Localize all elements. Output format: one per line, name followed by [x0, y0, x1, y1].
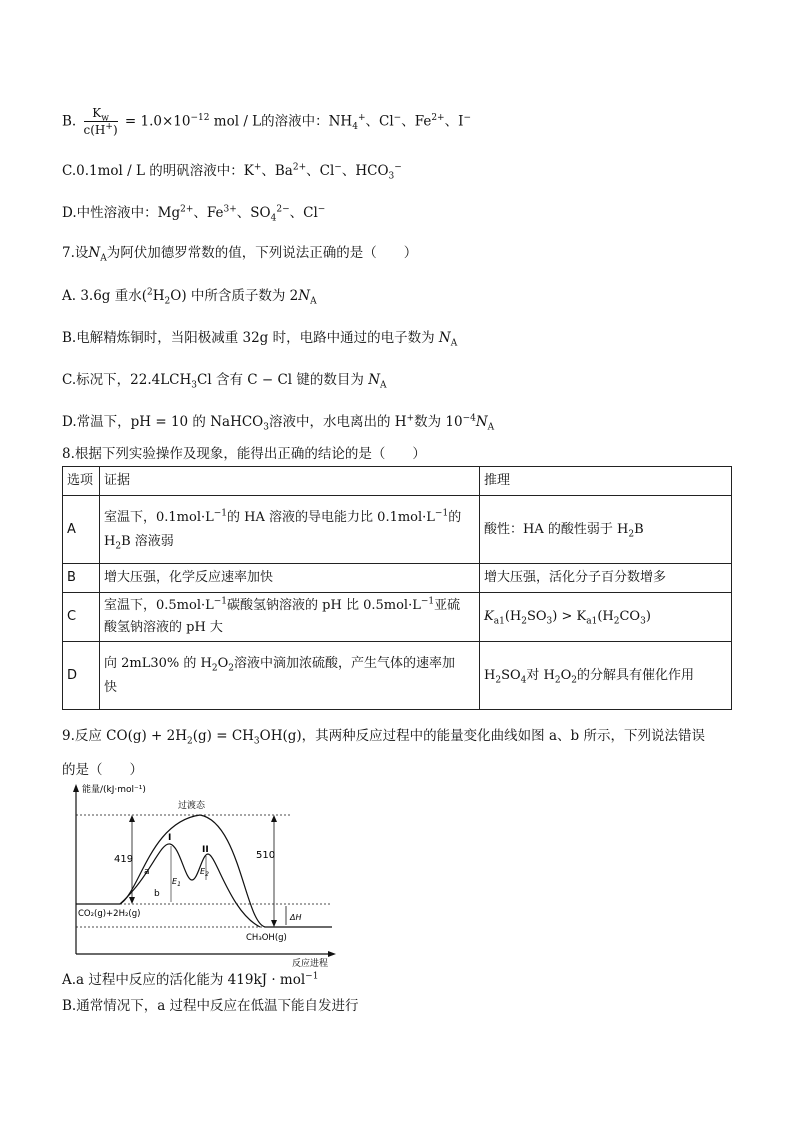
frac-den-sup: +	[105, 122, 113, 132]
y-axis-label: 能量/(kJ·mol⁻¹)	[82, 785, 146, 795]
row-option: D	[63, 642, 100, 710]
nh4-sup: +	[357, 113, 366, 123]
product-label: CH₃OH(g)	[246, 933, 287, 943]
cl-sup: −	[317, 204, 326, 215]
curve-b	[120, 844, 260, 927]
frac-num: K	[92, 106, 102, 120]
h-sup: +	[406, 413, 415, 424]
row-evidence	[100, 496, 480, 564]
evidence-sup: −1	[213, 596, 228, 607]
reasoning-sub: 2	[554, 675, 561, 686]
reasoning-part: CO	[619, 609, 641, 624]
reasoning-sub: 2	[495, 675, 502, 686]
hco3-sup: −	[394, 162, 402, 173]
reasoning-part: ) > K	[552, 609, 587, 624]
x-axis-arrow	[328, 951, 336, 957]
q9-stem-line2	[62, 760, 143, 780]
table-row	[63, 564, 732, 593]
cl-ion: 、Cl	[289, 205, 318, 221]
evidence-part: B 溶液弱	[121, 533, 174, 549]
evidence-sup: −1	[213, 508, 228, 519]
q6-option-c	[62, 161, 402, 181]
option-c-text: C.标况下，22.4LCH	[62, 372, 192, 388]
reasoning-sub: 2	[628, 529, 635, 540]
hco3-sub: 3	[388, 171, 395, 182]
peak-ii-label: II	[202, 845, 209, 855]
reasoning-sub: a1	[493, 616, 505, 627]
table-row	[63, 593, 732, 642]
reasoning-sub: 4	[520, 675, 527, 686]
header-evidence: 证据	[100, 467, 480, 496]
i-ion: 、I	[444, 113, 464, 130]
q7-option-d	[62, 412, 494, 432]
option-a-end: O) 中所含质子数为 2	[170, 288, 299, 304]
row-option: C	[63, 593, 100, 642]
header-reasoning: 推理	[480, 467, 732, 496]
evidence-part: 室温下，0.1mol·L	[104, 509, 214, 525]
e1-symbol: E	[172, 877, 178, 886]
reasoning-sub: 3	[546, 616, 553, 627]
curve-b-label: b	[154, 889, 160, 899]
option-a-text: A. 3.6g 重水(	[62, 288, 148, 304]
reasoning-part: (H	[504, 609, 522, 624]
dh-label: ΔH	[290, 913, 302, 922]
reasoning-part: (H	[597, 609, 614, 624]
curve-a-label: a	[144, 867, 150, 877]
na-symbol: N	[368, 372, 381, 388]
na-sub: A	[310, 296, 317, 307]
q7-option-a	[62, 286, 317, 306]
reasoning-part: K	[484, 609, 494, 624]
so4-sup: 2−	[276, 204, 290, 215]
reasoning-sub: a1	[586, 616, 598, 627]
stem-part: OH(g)，其两种反应过程中的能量变化曲线如图 a、b 所示，下列说法错误	[259, 728, 705, 744]
option-d-mid2: 数为 10	[414, 414, 463, 430]
row-reasoning	[480, 642, 732, 710]
reasoning-part: 对 H	[526, 667, 555, 683]
nh4-sub: 4	[352, 122, 358, 133]
q9-option-b	[62, 996, 359, 1016]
q6-option-d	[62, 203, 325, 223]
na-sub: A	[450, 338, 458, 349]
so4-ion: 、SO	[236, 205, 271, 221]
evidence-sup: −1	[420, 596, 435, 607]
transition-label: 过渡态	[178, 801, 206, 811]
hco3-sub: 3	[263, 422, 269, 433]
arrow-head	[271, 920, 277, 927]
peak-i-label: I	[168, 833, 172, 843]
option-c-mid: Cl 含有 C − Cl 键的数目为	[197, 372, 364, 388]
row-evidence: 增大压强，化学反应速率加快	[100, 564, 480, 593]
reasoning-sub: 2	[613, 616, 620, 627]
kw-unit: mol / L	[213, 113, 262, 130]
na-symbol: N	[88, 245, 101, 261]
evidence-sub: 2	[211, 663, 218, 674]
reasoning-part: 酸性：HA 的酸性弱于 H	[484, 521, 629, 537]
option-c-text: C.0.1mol / L 的明矾溶液中：K	[62, 163, 254, 179]
evidence-part: 室温下，0.5mol·L	[104, 598, 214, 613]
row-reasoning	[480, 593, 732, 642]
kw-value: = 1.0×10	[124, 113, 191, 130]
reasoning-part: O	[560, 667, 572, 683]
fe-ion: 、Fe	[401, 113, 432, 130]
value-510: 510	[256, 850, 276, 861]
kw-fraction	[84, 106, 118, 138]
evidence-part: H	[104, 533, 116, 549]
row-evidence	[100, 593, 480, 642]
cl-sup: −	[334, 162, 342, 173]
value-419: 419	[114, 854, 134, 865]
q9-option-a	[62, 970, 318, 990]
option-d-text: D.常温下，pH = 10 的 NaHCO	[62, 414, 264, 430]
na-sub: A	[380, 380, 387, 391]
e1-sub: 1	[177, 881, 181, 888]
q8-table	[62, 466, 732, 710]
fe-sup: 3+	[223, 204, 237, 215]
exp-sup: −4	[462, 413, 476, 424]
reasoning-part: )	[645, 609, 651, 624]
row-reasoning	[480, 496, 732, 564]
stem-sub: 2	[187, 736, 193, 747]
na-symbol: N	[298, 288, 311, 304]
reasoning-part: B	[634, 521, 644, 537]
q8-stem	[62, 444, 426, 464]
stem-part: (g) = CH	[192, 728, 254, 744]
option-b-text: B.通常情况下，a 过程中反应在低温下能自发进行	[62, 998, 359, 1014]
ba-sup: 2+	[292, 162, 307, 173]
evidence-sub: 2	[115, 541, 122, 552]
frac-num-sub: w	[101, 113, 109, 124]
stem-sub: 3	[253, 736, 260, 747]
table-header-row	[63, 467, 732, 496]
option-d-mid: 溶液中，水电离出的 H	[268, 414, 407, 430]
na-sub: A	[100, 253, 107, 264]
evidence-part: 亚硫	[434, 598, 461, 613]
x-axis-label: 反应进程	[292, 959, 329, 968]
q7-stem	[62, 243, 417, 263]
arrow-head	[129, 815, 135, 822]
fe-ion: 、Fe	[193, 205, 224, 221]
evidence-part: 的 HA 溶液的导电能力比 0.1mol·L	[227, 509, 435, 525]
evidence-part: 碳酸氢钠溶液的 pH 比 0.5mol·L	[227, 598, 421, 613]
e2-symbol: E	[200, 867, 206, 876]
row-evidence	[100, 642, 480, 710]
evidence-sup: −1	[434, 508, 449, 519]
energy-diagram	[70, 782, 340, 968]
h-symbol: H	[152, 288, 165, 304]
isotope-sup: 2	[147, 287, 153, 298]
h-sub: 2	[164, 296, 171, 307]
evidence-part: 溶液中滴加浓硫酸，产生气体的速率加	[234, 655, 456, 671]
evidence-part: O	[217, 655, 229, 671]
arrow-head	[129, 897, 135, 904]
y-axis-arrow	[73, 784, 79, 792]
e1-label	[172, 877, 181, 888]
table-row	[63, 642, 732, 710]
row-option: B	[63, 564, 100, 593]
frac-den: c(H	[83, 123, 106, 137]
header-option: 选项	[63, 467, 100, 496]
fe-sup: 2+	[431, 113, 445, 123]
reasoning-sub: 2	[571, 675, 578, 686]
e2-sub: 2	[205, 871, 209, 878]
reactants-label: CO₂(g)+2H₂(g)	[78, 909, 141, 919]
q7-question: 为阿伏加德罗常数的值，下列说法正确的是（ ）	[106, 245, 418, 261]
evidence-sub: 2	[228, 663, 235, 674]
na-symbol: N	[475, 414, 488, 430]
q9-stem-line1	[62, 726, 705, 746]
stem-part: 的是（ ）	[62, 762, 143, 778]
q8-question: 8.根据下列实验操作及现象，能得出正确的结论的是（ ）	[62, 446, 426, 462]
option-a-text: A.a 过程中反应的活化能为 419kJ · mol	[62, 972, 306, 988]
i-sup: −	[463, 113, 471, 123]
evidence-part: 酸氢钠溶液的 pH 大	[104, 620, 223, 635]
ch3-sub: 3	[191, 380, 197, 391]
k-sup: +	[253, 162, 262, 173]
cl-ion: 、Cl	[365, 113, 394, 130]
q7-option-c	[62, 370, 387, 390]
q7-option-b	[62, 328, 457, 348]
e2-label	[200, 867, 209, 878]
na-symbol: N	[438, 330, 451, 346]
so4-sub: 4	[270, 213, 277, 224]
na-sub: A	[487, 422, 495, 433]
q6-option-b	[62, 106, 471, 138]
option-b-text: B.电解精炼铜时，当阳极减重 32g 时，电路中通过的电子数为	[62, 330, 435, 346]
reasoning-part: H	[484, 667, 496, 683]
reasoning-part: SO	[501, 667, 521, 683]
unit-sup: −1	[305, 971, 319, 982]
reasoning-sub: 3	[640, 616, 646, 627]
cl-ion: 、Cl	[306, 163, 335, 179]
ions-text: 的溶液中：NH	[261, 113, 353, 130]
table-row	[63, 496, 732, 564]
cl-sup: −	[393, 113, 402, 123]
row-reasoning: 增大压强，活化分子百分数增多	[480, 564, 732, 593]
ba-ion: 、Ba	[261, 163, 293, 179]
hco3-ion: 、HCO	[341, 163, 389, 179]
option-d-text: D.中性溶液中：Mg	[62, 205, 181, 221]
evidence-part: 的	[448, 509, 462, 525]
q7-number: 7.设	[62, 245, 89, 261]
evidence-part: 向 2mL30% 的 H	[104, 655, 212, 671]
frac-den-close: )	[112, 123, 118, 137]
kw-exp: −12	[190, 113, 210, 123]
row-option: A	[63, 496, 100, 564]
reasoning-sub: 2	[521, 616, 527, 627]
option-label: B.	[62, 113, 77, 130]
evidence-part: 快	[104, 679, 118, 695]
reasoning-part: SO	[526, 609, 547, 624]
reasoning-part: 的分解具有催化作用	[577, 667, 695, 683]
mg-sup: 2+	[180, 204, 194, 215]
arrow-head	[271, 815, 277, 822]
stem-part: 9.反应 CO(g) + 2H	[62, 728, 188, 744]
